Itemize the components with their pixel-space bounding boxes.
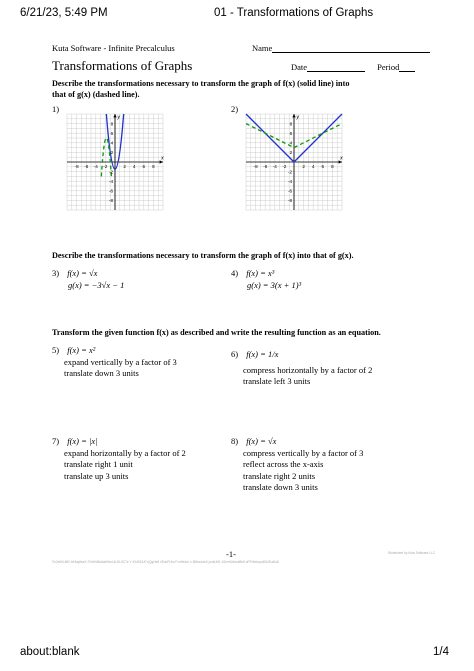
y-axis-label: y: [296, 114, 300, 121]
name-field: [252, 43, 430, 53]
y-tick-label: [290, 140, 293, 145]
y-tick-label: [288, 198, 293, 203]
publisher-label: Kuta Software - Infinite Precalculus: [52, 43, 175, 53]
y-tick-label: [290, 150, 293, 155]
x-tick-label: [103, 164, 108, 169]
print-url: about:blank: [20, 646, 80, 658]
problem-7-f: f(x) = |x|: [67, 436, 98, 446]
x-axis-label: x: [161, 155, 164, 162]
period-blank: [399, 71, 415, 72]
y-tick-label: [111, 150, 114, 155]
page-number: -1-: [226, 549, 236, 559]
section2-instructions: Describe the transformations necessary to transform the graph of f(x) into that of g(x).: [52, 251, 354, 260]
x-tick-label: [75, 164, 80, 169]
y-axis-arrow: [113, 114, 116, 117]
x-tick-label: [282, 164, 287, 169]
problem-6-f: f(x) = 1/x: [246, 349, 279, 359]
problem-4-number: 4): [231, 268, 239, 278]
section3-instructions: Transform the given function f(x) as described and write the resulting function as an equation.: [52, 328, 381, 337]
y-tick-label: [109, 188, 114, 193]
x-tick-label: [133, 164, 136, 169]
period-label: Period: [377, 62, 400, 72]
x-tick-label: [84, 164, 89, 169]
y-tick-label: [288, 188, 293, 193]
name-label: Name: [252, 43, 273, 53]
problem-7-number: 7): [52, 436, 60, 446]
x-tick-label: [312, 164, 315, 169]
problem-5-f: f(x) = x²: [67, 345, 96, 355]
x-axis-label: x: [340, 155, 343, 162]
problem-3-f: f(x) = √x: [67, 268, 98, 278]
problem-7-step-3: translate up 3 units: [64, 470, 129, 481]
problem-8-number: 8): [231, 436, 239, 446]
y-tick-label: [288, 169, 293, 174]
problem-1-number: 1): [52, 104, 60, 114]
y-tick-label: [109, 198, 114, 203]
x-tick-label: [123, 164, 126, 169]
print-page-title: 01 - Transformations of Graphs: [214, 7, 374, 19]
problem-6: [231, 349, 372, 388]
problem-8-step-4: translate down 3 units: [243, 482, 318, 492]
print-page-count: 1/4: [433, 646, 449, 658]
problem-8: [231, 436, 363, 494]
y-tick-label: [111, 140, 114, 145]
problem-5-step-2: translate down 3 units: [64, 368, 139, 378]
y-tick-label: [109, 179, 114, 184]
graph-2: [246, 114, 342, 210]
problem-7-step-2: translate right 1 unit: [64, 459, 133, 469]
graph-1: [67, 114, 163, 210]
problem-4: [231, 268, 301, 291]
problem-3-g: g(x) = −3√x − 1: [68, 279, 125, 290]
x-tick-label: [322, 164, 325, 169]
problem-5-step-1: expand vertically by a factor of 3: [64, 356, 177, 367]
problem-4-f: f(x) = x³: [246, 268, 275, 278]
date-field: [291, 62, 415, 72]
x-tick-label: [263, 164, 268, 169]
problem-5: [52, 345, 177, 380]
x-tick-label: [152, 164, 155, 169]
problem-4-g: g(x) = 3(x + 1)³: [247, 279, 302, 290]
worksheet-title: Transformations of Graphs: [52, 58, 193, 73]
y-tick-label: [111, 121, 114, 126]
problem-3: [52, 268, 124, 291]
y-tick-label: [290, 131, 293, 136]
problem-2-number: 2): [231, 104, 239, 114]
y-tick-label: [290, 121, 293, 126]
problem-6-step-1: compress horizontally by a factor of 2: [243, 364, 373, 375]
copyright-line: ©c2e0h1l6f0 bKfuqtfaeX SYoff4t5w6afr5ed dLDL5C7e Y 4Xrl51lU0 rjQgHe8 rSNoPr4sr7i erffeAd. v 8MnaLde0 jwoitJh9 JI2nmfUinioit8e8 aPFr8ekcyaIlSclEul0s8.: [52, 560, 280, 564]
x-tick-label: [331, 164, 334, 169]
y-tick-label: [109, 169, 114, 174]
x-tick-label: [273, 164, 278, 169]
problem-8-step-3: translate right 2 units: [243, 470, 316, 481]
problem-3-number: 3): [52, 268, 60, 278]
problem-6-number: 6): [231, 349, 239, 359]
section1-instructions: Describe the transformations necessary to transform the graph of f(x) (solid line) into that of g(x) (dashed line).: [52, 79, 350, 99]
problem-7-step-1: expand horizontally by a factor of 2: [64, 447, 186, 458]
x-tick-label: [143, 164, 146, 169]
date-blank: [307, 71, 365, 72]
x-tick-label: [94, 164, 99, 169]
date-label: Date: [291, 62, 308, 72]
x-tick-label: [254, 164, 259, 169]
problem-8-f: f(x) = √x: [246, 436, 277, 446]
print-datetime: 6/21/23, 5:49 PM: [20, 7, 108, 19]
x-tick-label: [302, 164, 305, 169]
problem-5-number: 5): [52, 345, 60, 355]
y-axis-arrow: [292, 114, 295, 117]
y-axis-label: y: [117, 114, 121, 121]
problem-7: [52, 436, 186, 482]
problem-6-step-2: translate left 3 units: [243, 376, 311, 386]
name-blank: [272, 52, 430, 53]
y-tick-label: [111, 131, 114, 136]
y-tick-label: [288, 179, 293, 184]
problem-8-step-2: reflect across the x-axis: [243, 459, 324, 469]
problem-8-step-1: compress vertically by a factor of 3: [243, 447, 364, 458]
worksheet-watermark: Worksheet by Kuta Software LLC: [388, 551, 436, 555]
